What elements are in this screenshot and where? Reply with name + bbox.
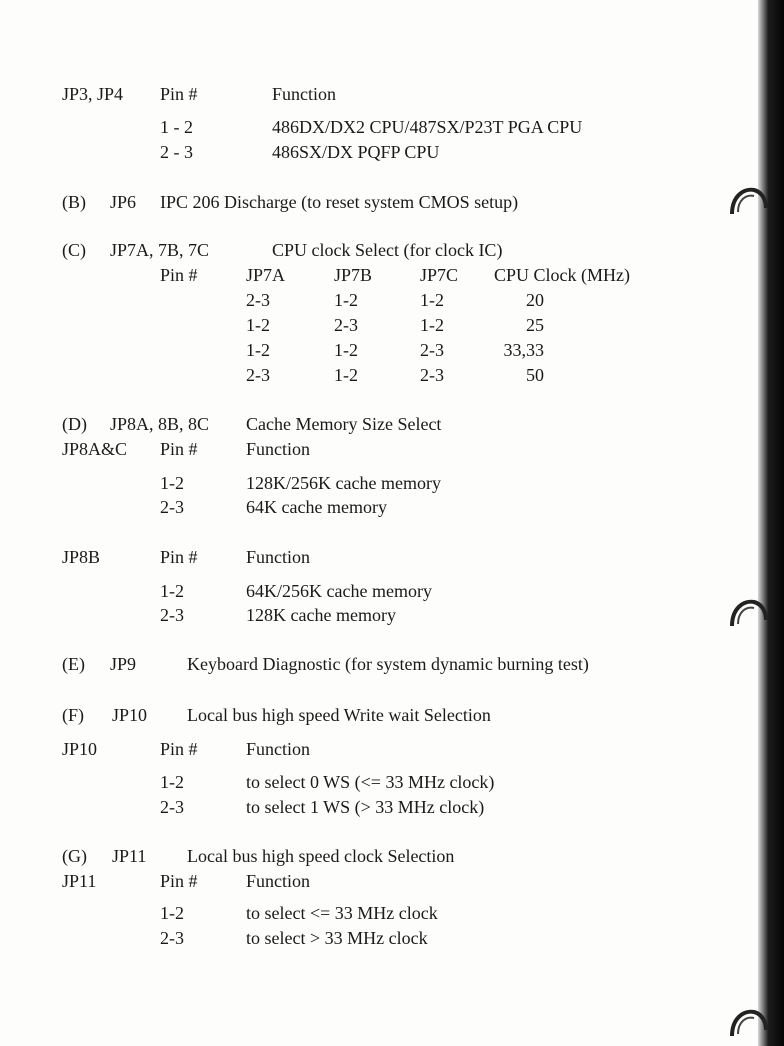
section-b-jumper: JP6 [110, 192, 137, 212]
binder-ring-icon [728, 1008, 768, 1042]
jp11-row-2-pin: 2-3 [160, 928, 184, 948]
jp8b-row-1-function: 64K/256K cache memory [246, 581, 432, 601]
jp8ac-pin-header: Pin # [160, 439, 198, 459]
section-c-row-3-jp7a: 1-2 [246, 340, 270, 360]
jp11-label: JP11 [62, 871, 97, 891]
section-e-letter: (E) [62, 654, 85, 674]
jp8ac-row-1-function: 128K/256K cache memory [246, 473, 441, 493]
section-c-row-2-jp7b: 2-3 [334, 315, 358, 335]
section-c-header-pin: Pin # [160, 265, 198, 285]
jp10-row-1-function: to select 0 WS (<= 33 MHz clock) [246, 772, 495, 792]
section-c-row-2-jp7c: 1-2 [420, 315, 444, 335]
jp8b-pin-header: Pin # [160, 547, 198, 567]
jp10-label: JP10 [62, 739, 98, 759]
jp3-row-2-function: 486SX/DX PQFP CPU [272, 142, 440, 162]
section-c-letter: (C) [62, 240, 86, 260]
jp8ac-label: JP8A&C [62, 439, 128, 459]
jp11-row-1-pin: 1-2 [160, 903, 184, 923]
jp10-row-2-function: to select 1 WS (> 33 MHz clock) [246, 797, 485, 817]
section-c-row-1-jp7a: 2-3 [246, 290, 270, 310]
jp10-row-2-pin: 2-3 [160, 797, 184, 817]
section-c-row-2-jp7a: 1-2 [246, 315, 270, 335]
section-f-jumper: JP10 [112, 705, 148, 725]
section-c-description: CPU clock Select (for clock IC) [272, 240, 503, 260]
section-c-row-4-jp7c: 2-3 [420, 365, 444, 385]
jp11-function-header: Function [246, 871, 311, 891]
jp8ac-row-1-pin: 1-2 [160, 473, 184, 493]
section-f-description: Local bus high speed Write wait Selection [187, 705, 491, 725]
binder-ring-icon [728, 598, 768, 632]
section-g-description: Local bus high speed clock Selection [187, 846, 455, 866]
section-f-letter: (F) [62, 705, 84, 725]
section-c-row-1-clock: 20 [526, 290, 544, 310]
jp3-pin-header: Pin # [160, 84, 198, 104]
section-c-jumper: JP7A, 7B, 7C [110, 240, 210, 260]
section-d-letter: (D) [62, 414, 87, 434]
section-c-row-1-jp7b: 1-2 [334, 290, 358, 310]
jp10-function-header: Function [246, 739, 311, 759]
jp8b-label: JP8B [62, 547, 101, 567]
binder-ring-icon [728, 186, 768, 220]
jp8b-function-header: Function [246, 547, 311, 567]
jp3-row-1-pin: 1 - 2 [160, 117, 193, 137]
section-e-description: Keyboard Diagnostic (for system dynamic burning test) [187, 654, 589, 674]
section-c-row-3-jp7c: 2-3 [420, 340, 444, 360]
section-c-row-3-jp7b: 1-2 [334, 340, 358, 360]
jp3-jp4-label: JP3, JP4 [62, 84, 124, 104]
jp3-row-2-pin: 2 - 3 [160, 142, 193, 162]
section-c-header-jp7a: JP7A [246, 265, 286, 285]
jp11-row-2-function: to select > 33 MHz clock [246, 928, 428, 948]
section-b-description: IPC 206 Discharge (to reset system CMOS setup) [160, 192, 519, 212]
section-g-jumper: JP11 [112, 846, 147, 866]
section-c-row-1-jp7c: 1-2 [420, 290, 444, 310]
section-d-jumper: JP8A, 8B, 8C [110, 414, 210, 434]
section-c-row-4-jp7b: 1-2 [334, 365, 358, 385]
section-c-header-clock: CPU Clock (MHz) [494, 265, 630, 285]
section-c-row-2-clock: 25 [526, 315, 544, 335]
section-c-row-4-clock: 50 [526, 365, 544, 385]
jp10-row-1-pin: 1-2 [160, 772, 184, 792]
section-c-header-jp7c: JP7C [420, 265, 459, 285]
section-c-row-3-clock: 33,33 [503, 340, 544, 360]
section-d-description: Cache Memory Size Select [246, 414, 442, 434]
jp11-row-1-function: to select <= 33 MHz clock [246, 903, 438, 923]
jp8ac-row-2-pin: 2-3 [160, 497, 184, 517]
jp3-function-header: Function [272, 84, 337, 104]
section-g-letter: (G) [62, 846, 87, 866]
section-e-jumper: JP9 [110, 654, 137, 674]
jp11-pin-header: Pin # [160, 871, 198, 891]
section-b-letter: (B) [62, 192, 86, 212]
section-c-row-4-jp7a: 2-3 [246, 365, 270, 385]
jp8b-row-2-function: 128K cache memory [246, 605, 396, 625]
jp8ac-function-header: Function [246, 439, 311, 459]
page-edge-shadow [758, 0, 784, 1046]
jp8b-row-2-pin: 2-3 [160, 605, 184, 625]
jp3-row-1-function: 486DX/DX2 CPU/487SX/P23T PGA CPU [272, 117, 583, 137]
jp10-pin-header: Pin # [160, 739, 198, 759]
section-c-header-jp7b: JP7B [334, 265, 373, 285]
jp8b-row-1-pin: 1-2 [160, 581, 184, 601]
jp8ac-row-2-function: 64K cache memory [246, 497, 387, 517]
